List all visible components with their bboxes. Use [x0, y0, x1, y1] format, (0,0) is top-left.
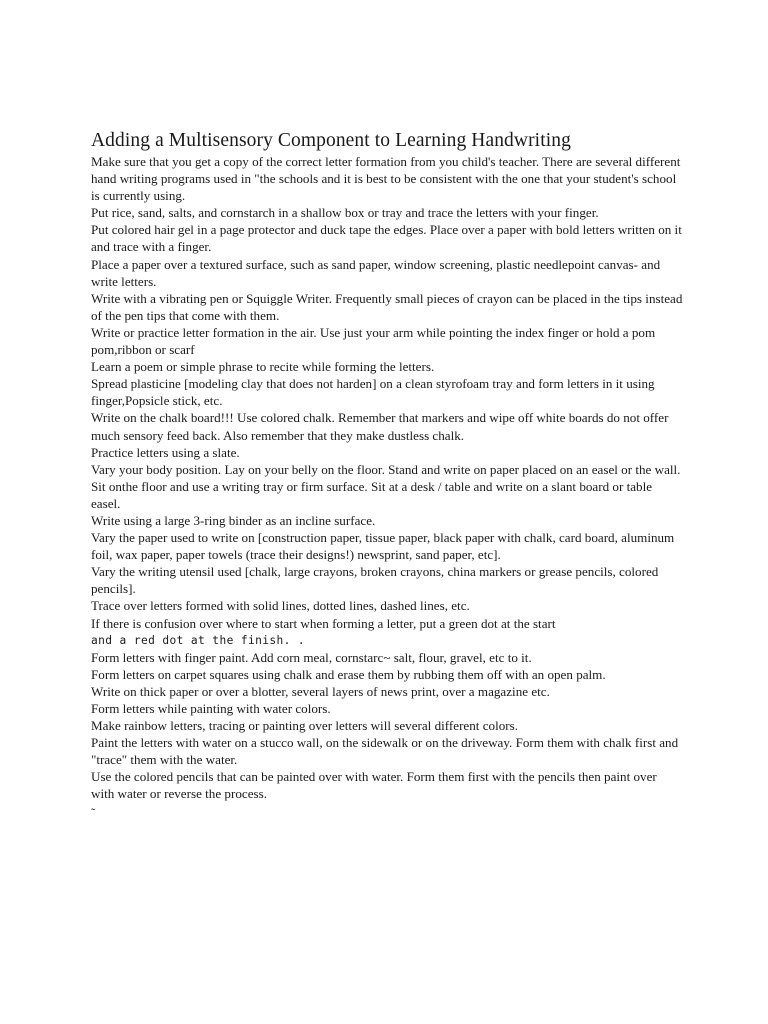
- paragraph-air-writing: Write or practice letter formation in the air. Use just your arm while pointing the index finger or hold a pom pom,ribbon or scarf: [91, 324, 656, 358]
- paragraph-red-dot: and a red dot at the finish. .: [91, 633, 306, 647]
- paragraph-textured-surface: Place a paper over a textured surface, such as sand paper, window screening, plastic needlepoint canvas- and write letters.: [91, 256, 661, 289]
- paragraph-vibrating-pen: Write with a vibrating pen or Squiggle Writer. Frequently small pieces of crayon can be placed in the tips instead of the pen tips that come with them.: [91, 290, 683, 323]
- paragraph-thick-paper: Write on thick paper or over a blotter, several layers of news print, over a magazine etc.: [91, 683, 550, 699]
- paragraph-hair-gel: Put colored hair gel in a page protector and duck tape the edges. Place over a paper with bold letters written on it and trace with a finger.: [91, 222, 682, 255]
- paragraph-colored-pencils: Use the colored pencils that can be painted over with water. Form them first with the pencils then paint over with water or reverse the process.: [91, 769, 657, 802]
- paragraph-vary-paper: Vary the paper used to write on [construction paper, tissue paper, black paper with chalk, card board, aluminum foil, wax paper, paper towels (trace their designs!) newsprint, sand paper, etc].: [91, 530, 675, 563]
- paragraph-trace-lines: Trace over letters formed with solid lines, dotted lines, dashed lines, etc.: [91, 598, 470, 614]
- paragraph-body-position: Vary your body position. Lay on your belly on the floor. Stand and write on paper placed on an easel or the wall. Sit onthe floor and use a writing tray or firm surface. Sit at a desk / table and write on a slant board or table easel.: [91, 461, 681, 511]
- paragraph-writing-utensil: Vary the writing utensil used [chalk, large crayons, broken crayons, china markers or grease pencils, colored pencils].: [91, 564, 659, 597]
- paragraph-carpet-squares: Form letters on carpet squares using chalk and erase them by rubbing them off with an open palm.: [91, 666, 606, 682]
- paragraph-teacher-letter-formation: Make sure that you get a copy of the correct letter formation from you child's teacher. There are several different hand writing programs used in "the schools and it is best to be consistent with the one that your student's school is currently using.: [91, 154, 681, 204]
- paragraph-water-colors: Form letters while painting with water colors.: [91, 701, 331, 716]
- document-title: Adding a Multisensory Component to Learning Handwriting: [91, 130, 571, 151]
- paragraph-chalk-board: Write on the chalk board!!! Use colored chalk. Remember that markers and wipe off white boards do not offer much sensory feed back. Also remember that they make dustless chalk.: [91, 410, 669, 443]
- paragraph-poem: Learn a poem or simple phrase to recite while forming the letters.: [91, 359, 435, 375]
- document-body: [91, 153, 683, 803]
- paragraph-rainbow-letters: Make rainbow letters, tracing or painting over letters will several different colors.: [91, 718, 518, 734]
- end-mark: ˜: [91, 805, 96, 820]
- paragraph-slate: Practice letters using a slate.: [91, 444, 240, 460]
- paragraph-plasticine: Spread plasticine [modeling clay that does not harden] on a clean styrofoam tray and form letters in it using finger,Popsicle stick, etc.: [91, 376, 655, 409]
- paragraph-finger-paint: Form letters with finger paint. Add corn meal, cornstarc~ salt, flour, gravel, etc to it.: [91, 649, 532, 665]
- paragraph-green-dot: If there is confusion over where to start when forming a letter, put a green dot at the start: [91, 615, 556, 631]
- paragraph-binder: Write using a large 3-ring binder as an incline surface.: [91, 512, 376, 528]
- paragraph-rice-sand-tray: Put rice, sand, salts, and cornstarch in a shallow box or tray and trace the letters with your finger.: [91, 205, 599, 221]
- paragraph-stucco-wall: Paint the letters with water on a stucco wall, on the sidewalk or on the driveway. Form them with chalk first and "trace" them with the water.: [91, 735, 679, 768]
